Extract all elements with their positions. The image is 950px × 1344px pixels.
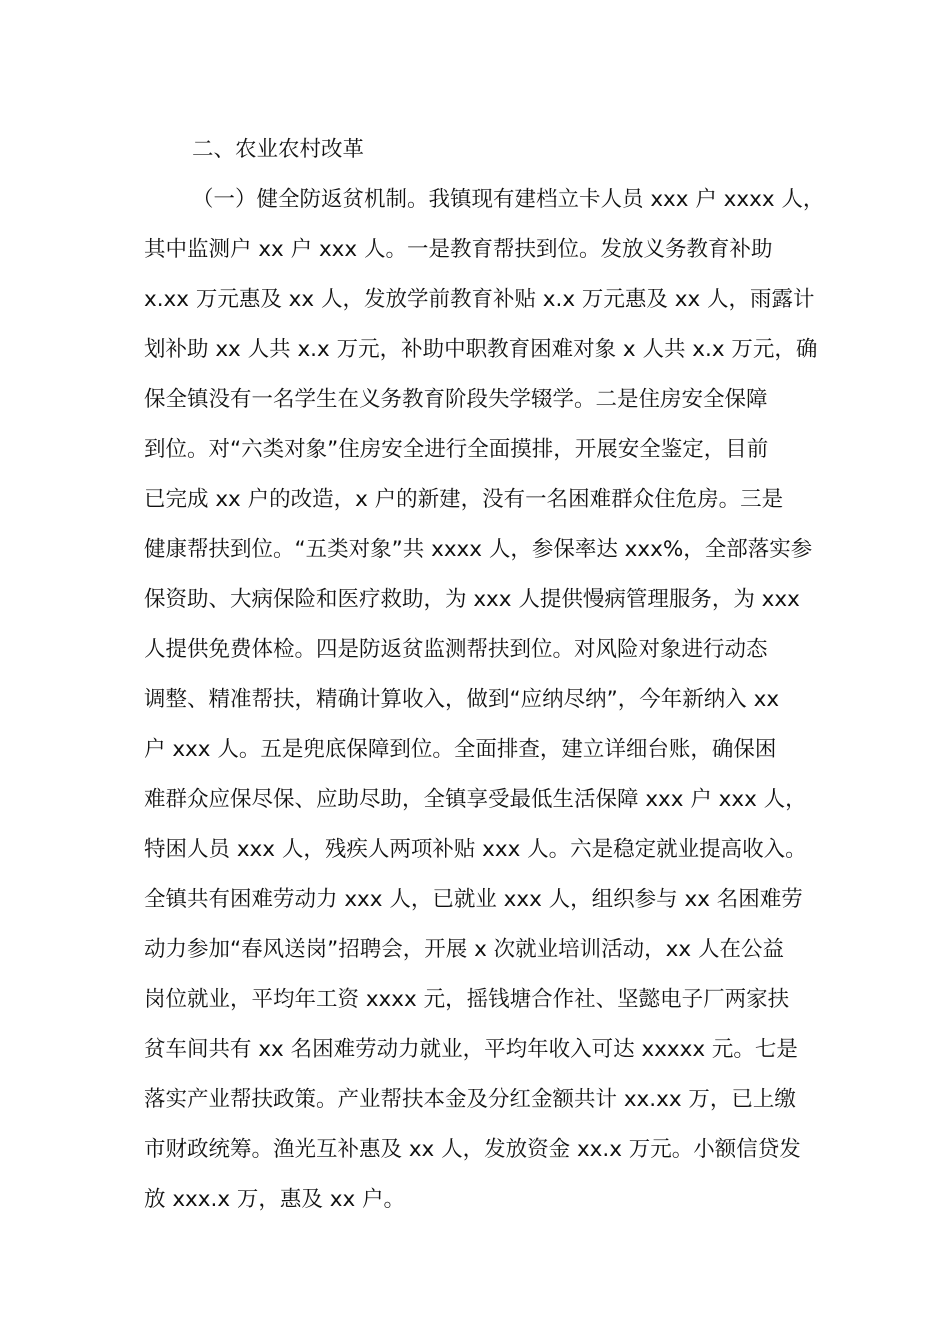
paragraph-line: 贫车间共有 xx 名困难劳动力就业，平均年收入可达 xxxxx 元。七是 — [144, 1037, 798, 1062]
paragraph-line: （一）健全防返贫机制。我镇现有建档立卡人员 xxx 户 xxxx 人， — [192, 187, 825, 212]
paragraph-line: 落实产业帮扶政策。产业帮扶本金及分红金额共计 xx.xx 万，已上缴 — [144, 1087, 796, 1112]
paragraph-line: 保资助、大病保险和医疗救助，为 xxx 人提供慢病管理服务，为 xxx — [144, 587, 800, 612]
paragraph-line: 划补助 xx 人共 x.x 万元，补助中职教育困难对象 x 人共 x.x 万元，确 — [144, 337, 818, 362]
paragraph-line: 其中监测户 xx 户 xxx 人。一是教育帮扶到位。发放义务教育补助 — [144, 237, 773, 262]
paragraph-line: 动力参加“春风送岗”招聘会，开展 x 次就业培训活动，xx 人在公益 — [144, 937, 784, 962]
paragraph-line: 户 xxx 人。五是兜底保障到位。全面排查，建立详细台账，确保困 — [144, 737, 777, 762]
paragraph-line: 市财政统筹。渔光互补惠及 xx 人，发放资金 xx.x 万元。小额信贷发 — [144, 1137, 801, 1162]
paragraph-line: 特困人员 xxx 人，残疾人两项补贴 xxx 人。六是稳定就业提高收入。 — [144, 837, 807, 862]
paragraph-line: 难群众应保尽保、应助尽助，全镇享受最低生活保障 xxx 户 xxx 人， — [144, 787, 807, 812]
paragraph-line: 人提供免费体检。四是防返贫监测帮扶到位。对风险对象进行动态 — [144, 637, 768, 662]
paragraph-line: 调整、精准帮扶，精确计算收入，做到“应纳尽纳”，今年新纳入 xx — [144, 687, 780, 712]
paragraph-line: 全镇共有困难劳动力 xxx 人，已就业 xxx 人，组织参与 xx 名困难劳 — [144, 887, 803, 912]
paragraph-line: x.xx 万元惠及 xx 人，发放学前教育补贴 x.x 万元惠及 xx 人，雨露计 — [144, 287, 815, 312]
paragraph-line: 保全镇没有一名学生在义务教育阶段失学辍学。二是住房安全保障 — [144, 387, 768, 412]
paragraph-line: 放 xxx.x 万，惠及 xx 户。 — [144, 1187, 406, 1212]
section-heading: 二、农业农村改革 — [192, 137, 365, 162]
paragraph-line: 已完成 xx 户的改造，x 户的新建，没有一名困难群众住危房。三是 — [144, 487, 784, 512]
paragraph-line: 岗位就业，平均年工资 xxxx 元，摇钱塘合作社、坚懿电子厂两家扶 — [144, 987, 790, 1012]
paragraph-line: 到位。对“六类对象”住房安全进行全面摸排，开展安全鉴定，目前 — [144, 437, 769, 462]
paragraph-line: 健康帮扶到位。“五类对象”共 xxxx 人，参保率达 xxx%，全部落实参 — [144, 537, 813, 562]
